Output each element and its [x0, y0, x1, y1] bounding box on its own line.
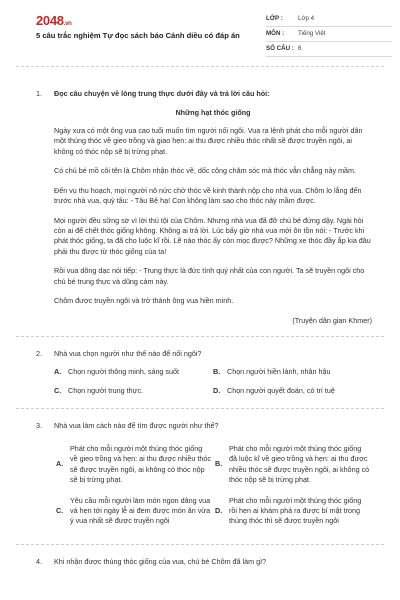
document-title: 5 câu trắc nghiệm Tự đọc sách báo Cánh diều có đáp án	[36, 31, 240, 40]
story-source: (Truyện dân gian Khmer)	[292, 315, 372, 325]
story-paragraph: Ngày xưa có một ông vua cao tuổi muốn tìm người nối ngôi. Vua ra lệnh phát cho mỗi người dân một thúng thóc về gieo trồng và giao hẹn: ai thu được nhiều thóc nhất sẽ được truyền ngôi, ai không có thóc nộp sẽ bị trừng phạt.	[54, 125, 363, 156]
story-paragraph: Có chú bé mồ côi tên là Chôm nhận thóc về, dốc công chăm sóc mà thóc vẫn chẳng nảy mầm.	[54, 166, 357, 176]
question-prompt: Nhà vua chọn người như thế nào để nối ngôi?	[54, 349, 202, 358]
answer-options	[54, 367, 372, 396]
story-paragraph: Mọi người đều sững sờ vì lời thú tội của Chôm. Nhưng nhà vua đã đỡ chú bé đứng dậy. Ngài hỏi còn ai để chết thóc giống không. Không ai trả lời. Lúc bấy giờ nhà vua mới ôn tồn nói: - Trước khi phát thóc giống, ta đã cho luộc kĩ rồi. Lẽ nào thóc ấy còn mọc được? Những xe thóc đầy ắp kia đâu phải thu được từ thóc giống của ta!	[54, 215, 371, 256]
option-text: Phát cho mỗi người một thúng thóc giống về gieo trồng và hẹn: ai thu được nhiều thóc sẽ được truyền ngôi, ai không có thóc nộp sẽ bị trừng phạt.	[70, 443, 211, 485]
option-label: A.	[54, 367, 62, 377]
option-text: Chọn người trung thực.	[68, 385, 144, 395]
answer-options	[54, 439, 372, 532]
question-prompt: Khi nhận được thúng thóc giống của vua, chú bé Chôm đã làm gì?	[54, 556, 267, 566]
meta-value: Lớp 4	[298, 14, 315, 22]
question-4	[16, 545, 384, 579]
meta-value: 6	[298, 44, 302, 52]
option-text: Chọn người thông minh, sáng suốt	[68, 367, 180, 377]
answer-option-d[interactable]	[213, 386, 372, 396]
option-label: B.	[215, 459, 223, 469]
answer-option-c[interactable]	[54, 491, 213, 532]
meta-label: MÔN :	[266, 29, 285, 37]
meta-row-subject	[266, 27, 392, 42]
story-title: Những hạt thóc giống	[175, 108, 251, 118]
logo-tld: .vn	[63, 21, 72, 27]
option-text: Phát cho mỗi người một thúng thóc giống đã luộc kĩ về gieo trồng và hẹn: ai thu được nhiều thóc sẽ được truyền ngôi, ai không có thóc nộp sẽ bị trừng phạt.	[229, 443, 370, 485]
option-label: C.	[54, 385, 62, 395]
meta-label: SỐ CÂU :	[266, 44, 294, 52]
meta-value: Tiếng Việt	[298, 29, 326, 37]
meta-table	[266, 12, 392, 57]
option-text: Yêu cầu mỗi người làm món ngon dâng vua và hẹn tới ngày lễ ai đem được món ăn vừa ý vua nhất sẽ được truyền ngôi	[70, 495, 211, 526]
answer-option-a[interactable]	[54, 367, 213, 377]
answer-option-c[interactable]	[54, 386, 213, 396]
option-label: D.	[213, 385, 221, 395]
header-divider	[16, 66, 384, 67]
meta-row-grade	[266, 12, 392, 27]
answer-option-a[interactable]	[54, 439, 213, 491]
option-text: Phát cho mỗi người một thúng thóc giống rồi hẹn ai khám phá ra được bí mật trong thúng thóc thì sẽ được truyền ngôi	[229, 495, 362, 526]
question-number: 3.	[36, 421, 42, 431]
question-1	[16, 89, 384, 326]
option-text: Chọn người hiền lành, nhân hậu	[227, 367, 331, 377]
meta-row-count	[266, 42, 392, 57]
option-label: B.	[213, 367, 221, 377]
question-number: 1.	[36, 89, 42, 98]
header	[16, 0, 384, 66]
option-text: Chọn người quyết đoán, có trí tuệ	[227, 385, 335, 395]
story-paragraph: Đến vụ thu hoạch, mọi người nô nức chở thóc về kinh thành nộp cho nhà vua. Chôm lo lắng đến trước nhà vua, quỳ tâu: - Tâu Bệ hạ! Con không làm sao cho thóc nảy mầm được.	[54, 185, 362, 206]
question-3	[16, 409, 384, 544]
question-prompt: Đọc câu chuyện về lòng trung thực dưới đây và trả lời câu hỏi:	[54, 89, 270, 98]
meta-label: LỚP :	[266, 14, 283, 22]
question-prompt: Nhà vua làm cách nào để tìm được người như thế?	[54, 421, 219, 431]
option-label: D.	[215, 505, 223, 515]
story-paragraph: Chôm được truyền ngôi và trở thành ông vua hiền minh.	[54, 296, 234, 306]
site-logo[interactable]	[36, 12, 72, 31]
option-label: A.	[56, 459, 64, 469]
question-number: 2.	[36, 349, 42, 358]
logo-main: 2048	[36, 13, 64, 28]
question-number: 4.	[36, 556, 42, 566]
story-paragraph: Rồi vua dõng dạc nói tiếp: - Trung thực là đức tính quý nhất của con người. Ta sẽ truyền ngôi cho chú bé trung thực và dũng cảm này.	[54, 266, 365, 286]
option-label: C.	[56, 505, 64, 515]
answer-option-b[interactable]	[213, 439, 372, 491]
answer-option-b[interactable]	[213, 367, 372, 377]
question-2	[16, 337, 384, 408]
answer-option-d[interactable]	[213, 491, 372, 532]
